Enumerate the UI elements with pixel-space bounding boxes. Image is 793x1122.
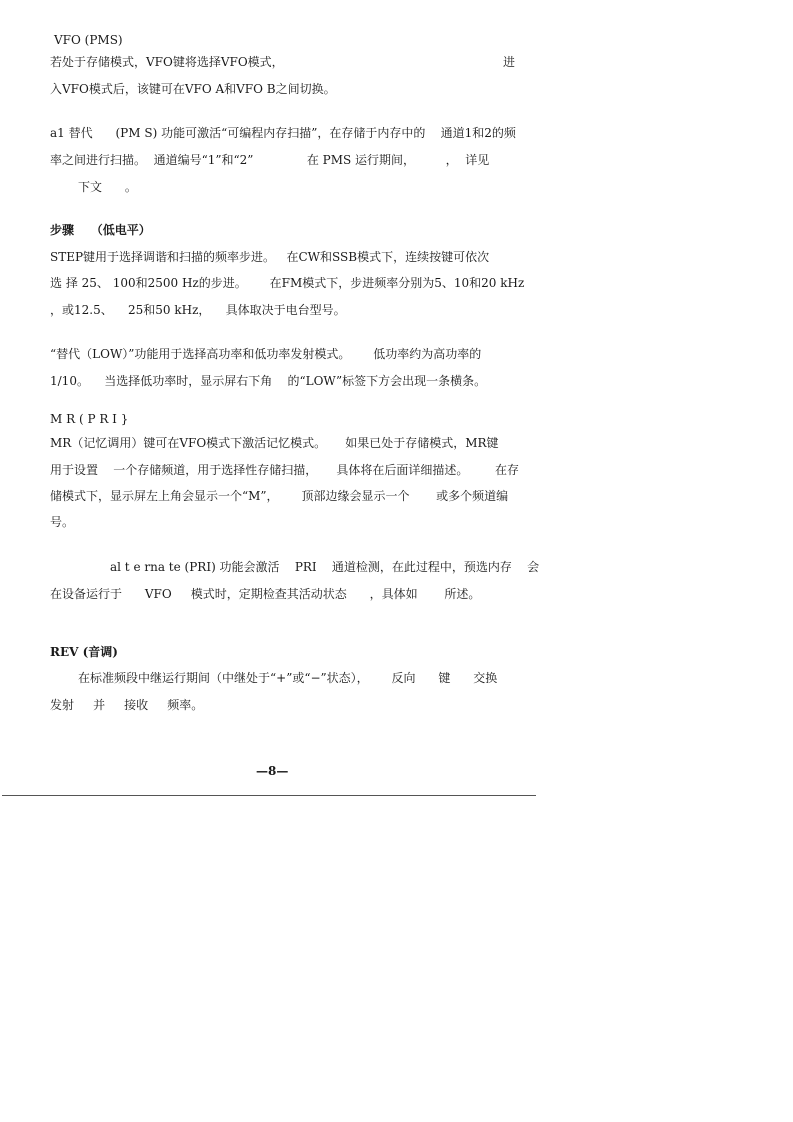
mr-line-2: 用于设置 一个存储频道，用于选择性存储扫描， 具体将在后面详细描述。 在存 [50,463,520,477]
pms-line-2: 率之间进行扫描。 通道编号“1”和“2” 在 PMS 运行期间， ， 详见 [50,153,490,167]
pms-line-3: 下文 。 [78,180,137,194]
vfo-line-2: 入VFO模式后，该键可在VFO A和VFO B之间切换。 [50,82,336,96]
mr-line-3: 储模式下，显示屏左上角会显示一个“M”， 顶部边缘会显示一个 或多个频道编 [50,489,509,503]
mr-line-1: MR（记忆调用）键可在VFO模式下激活记忆模式。 如果已处于存储模式，MR键 [50,436,499,450]
low-line-2: 1/10。 当选择低功率时，显示屏右下角 的“LOW”标签下方会出现一条横条。 [50,374,487,388]
rev-line-2: 发射 并 接收 频率。 [50,698,204,712]
rev-heading: REV (音调) [50,645,118,659]
page-number: —8— [256,764,289,778]
step-line-2: 选 择 25、 100和2500 Hz的步进。 在FM模式下，步进频率分别为5、10和20 kHz [50,276,525,290]
footer-divider [2,795,536,796]
pms-line-1: a1 替代 (PM S) 功能可激活“可编程内存扫描”，在存储于内存中的 通道1和2的频 [50,126,516,140]
rev-line-1: 在标准频段中继运行期间（中继处于“+”或“−”状态）， 反向 键 交换 [78,671,498,685]
mr-heading: M R ( P R I } [50,412,129,426]
step-line-3: ，或12.5、 25和50 kHz， 具体取决于电台型号。 [50,303,346,317]
mr-line-4: 号。 [50,515,75,529]
step-heading: 步骤 （低电平） [50,223,151,237]
pri-line-1: al t e rna te (PRI) 功能会激活 PRI 通道检测，在此过程中，预选内存 会 [110,560,540,574]
low-line-1: “替代（LOW）”功能用于选择高功率和低功率发射模式。 低功率约为高功率的 [50,347,482,361]
pri-line-2: 在设备运行于 VFO 模式时，定期检查其活动状态 ，具体如 所述。 [50,587,481,601]
step-line-1: STEP键用于选择调谐和扫描的频率步进。 在CW和SSB模式下，连续按键可依次 [50,250,490,264]
vfo-line-1: 若处于存储模式，VFO键将选择VFO模式， [50,55,284,69]
vfo-line-1-end: 进 [503,55,516,69]
vfo-heading: VFO (PMS) [54,33,123,47]
